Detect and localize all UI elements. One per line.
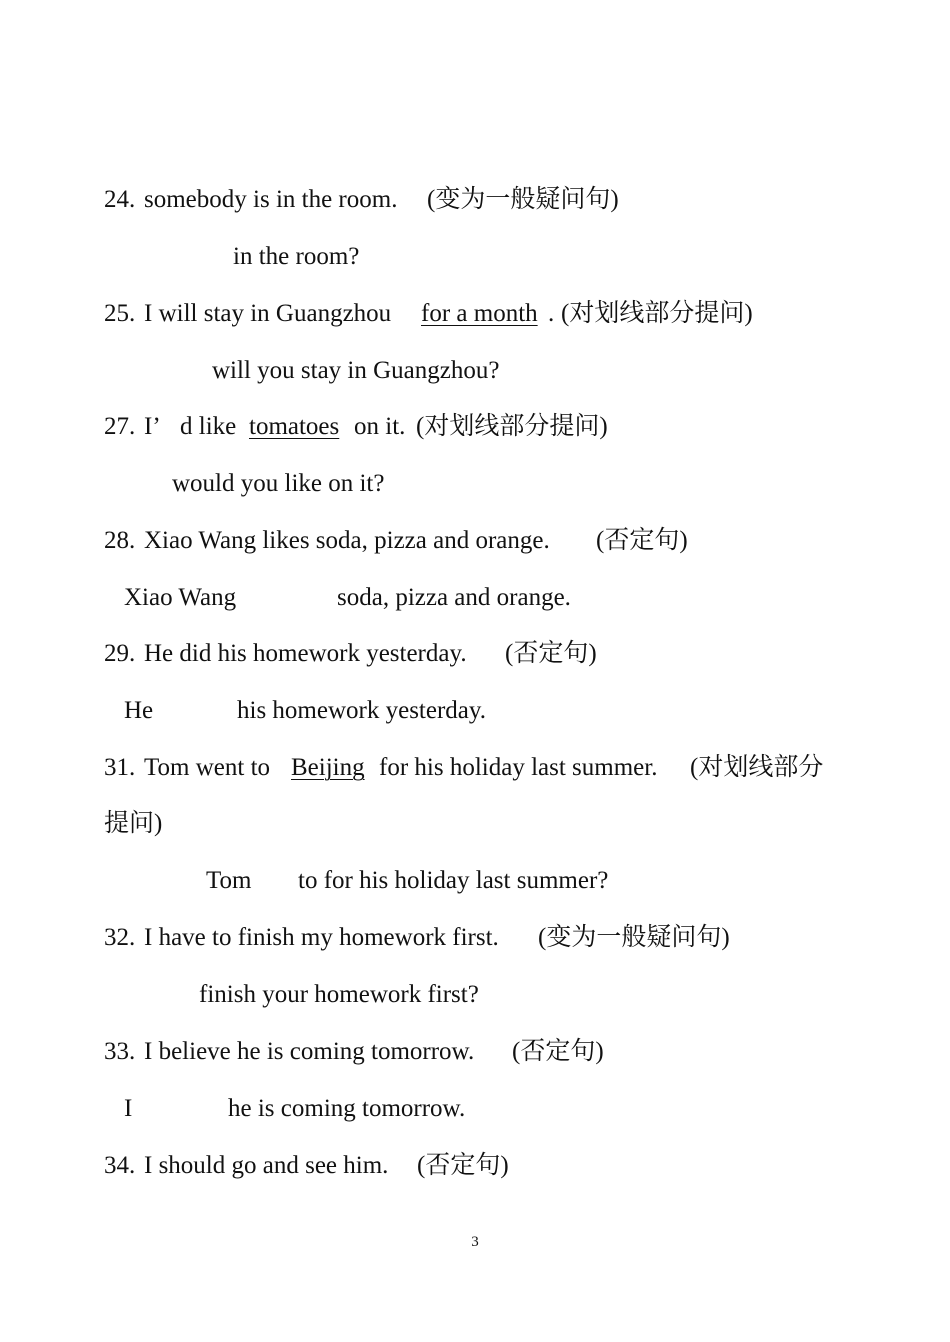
question-instruction: (否定句) bbox=[505, 640, 597, 667]
question-instruction: (对划线部分提问) bbox=[561, 300, 753, 327]
answer-text-end: his homework yesterday. bbox=[237, 697, 487, 724]
question-prompt: He did his homework yesterday. bbox=[144, 640, 467, 667]
question-number: 32. bbox=[104, 924, 136, 951]
question-number: 33. bbox=[104, 1038, 136, 1065]
answer-text-start: He bbox=[124, 697, 154, 724]
answer-text-start: Xiao Wang bbox=[124, 584, 237, 611]
question-prompt: I will stay in Guangzhou bbox=[144, 300, 392, 327]
question-prompt-mid: d like bbox=[180, 413, 237, 440]
answer-text: will you stay in Guangzhou? bbox=[212, 357, 500, 384]
answer-text: in the room? bbox=[233, 243, 360, 270]
answer-text: finish your homework first? bbox=[199, 981, 479, 1008]
answer-text-start: I bbox=[124, 1095, 133, 1122]
question-instruction: (变为一般疑问句) bbox=[427, 186, 619, 213]
question-prompt-end: for his holiday last summer. bbox=[379, 754, 658, 781]
underlined-phrase: for a month bbox=[421, 300, 538, 327]
question-instruction: (否定句) bbox=[596, 527, 688, 554]
question-prompt: I should go and see him. bbox=[144, 1152, 389, 1179]
question-instruction-end: 提问) bbox=[104, 810, 163, 837]
question-prompt: I believe he is coming tomorrow. bbox=[144, 1038, 475, 1065]
question-instruction: (否定句) bbox=[512, 1038, 604, 1065]
question-number: 29. bbox=[104, 640, 136, 667]
answer-text-start: Tom bbox=[206, 867, 252, 894]
question-prompt: Xiao Wang likes soda, pizza and orange. bbox=[144, 527, 550, 554]
question-number: 27. bbox=[104, 413, 136, 440]
question-prompt: I have to finish my homework first. bbox=[144, 924, 499, 951]
question-instruction: (变为一般疑问句) bbox=[538, 924, 730, 951]
answer-text-end: soda, pizza and orange. bbox=[337, 584, 571, 611]
question-number: 31. bbox=[104, 754, 136, 781]
answer-text: would you like on it? bbox=[172, 470, 385, 497]
question-prompt-end: . bbox=[548, 300, 555, 327]
question-prompt: Tom went to bbox=[144, 754, 271, 781]
question-instruction: (对划线部分 bbox=[690, 754, 824, 781]
page-number: 3 bbox=[471, 1234, 479, 1250]
question-instruction: (对划线部分提问) bbox=[416, 413, 608, 440]
question-prompt-end: on it. bbox=[354, 413, 406, 440]
answer-text-end: to for his holiday last summer? bbox=[298, 867, 609, 894]
question-number: 24. bbox=[104, 186, 136, 213]
question-number: 34. bbox=[104, 1152, 136, 1179]
underlined-phrase: tomatoes bbox=[249, 413, 340, 440]
underlined-phrase: Beijing bbox=[291, 754, 365, 781]
question-number: 25. bbox=[104, 300, 136, 327]
answer-text-end: he is coming tomorrow. bbox=[228, 1095, 466, 1122]
question-number: 28. bbox=[104, 527, 136, 554]
question-prompt: somebody is in the room. bbox=[144, 186, 398, 213]
question-prompt: I’ bbox=[144, 413, 161, 440]
question-instruction: (否定句) bbox=[417, 1152, 509, 1179]
